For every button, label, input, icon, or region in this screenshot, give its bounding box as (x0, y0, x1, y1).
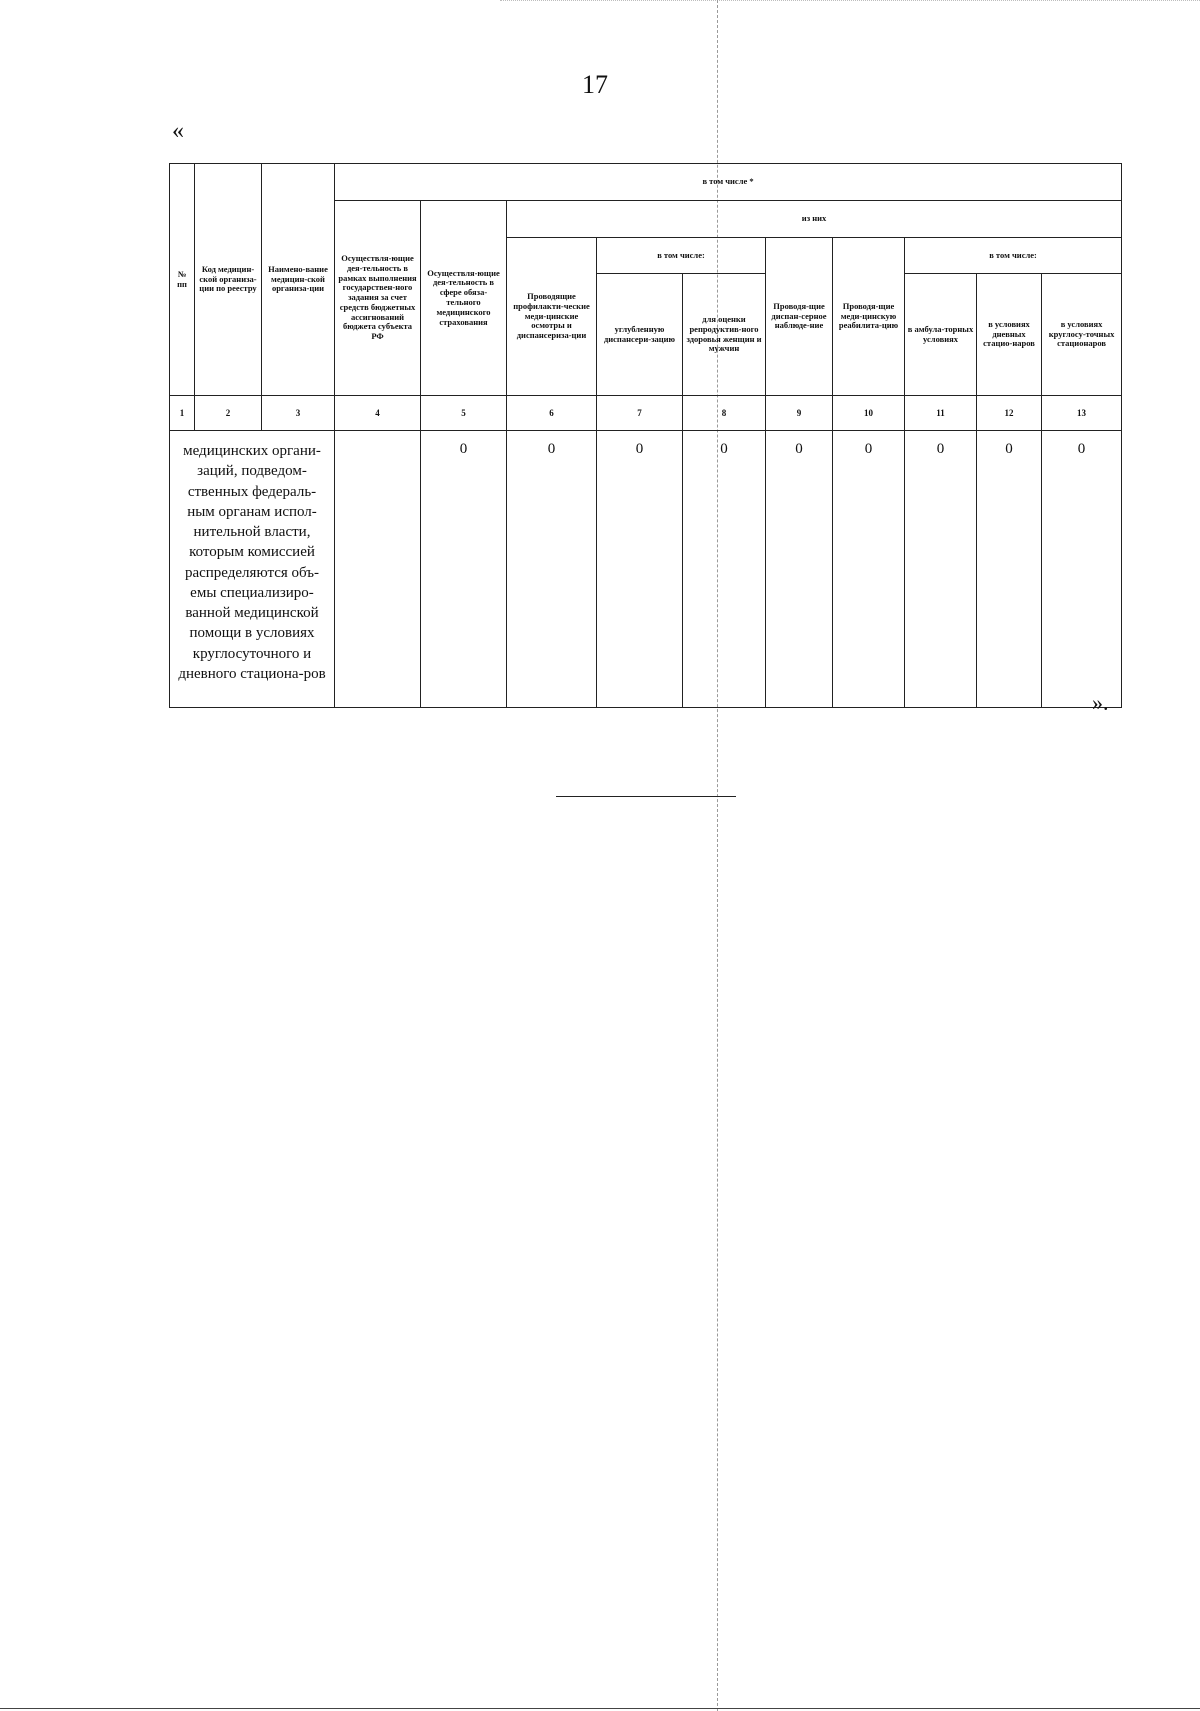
column-number-row (170, 396, 1122, 431)
value-col-7: 0 (597, 431, 683, 708)
value-col-6: 0 (507, 431, 597, 708)
header-of-them: из них (507, 201, 1122, 238)
column-number: 3 (262, 396, 335, 431)
header-repro: для оценки репродуктив-ного здоровья женщин и мужчин (683, 274, 766, 396)
column-number: 13 (1042, 396, 1122, 431)
column-number: 11 (905, 396, 977, 431)
column-number: 5 (421, 396, 507, 431)
header-disp-obs: Проводя-щие диспан-серное наблюде-ние (766, 238, 833, 396)
column-number: 12 (977, 396, 1042, 431)
column-number: 6 (507, 396, 597, 431)
header-including-2: в том числе: (597, 238, 766, 274)
header-name: Наимено-вание медицин-ской организа-ции (262, 164, 335, 396)
report-table (169, 163, 1122, 708)
scan-edge-bottom (0, 1708, 1200, 1709)
value-col-12: 0 (977, 431, 1042, 708)
value-col-10: 0 (833, 431, 905, 708)
open-quote: « (172, 118, 184, 144)
column-number: 8 (683, 396, 766, 431)
close-quote: ». (1092, 690, 1109, 715)
value-col-13: 0 (1042, 431, 1122, 708)
header-including-3: в том числе: (905, 238, 1122, 274)
value-col-9: 0 (766, 431, 833, 708)
value-col-5: 0 (421, 431, 507, 708)
header-no: № пп (170, 164, 195, 396)
scan-edge-top (500, 0, 1200, 1)
value-col-4 (335, 431, 421, 708)
header-code: Код медицин-ской организа-ции по реестру (195, 164, 262, 396)
header-round-hosp: в условиях круглосу-точных стационаров (1042, 274, 1122, 396)
header-rehab: Проводя-щие меди-цинскую реабилита-цию (833, 238, 905, 396)
header-deep: углубленную диспансери-зацию (597, 274, 683, 396)
header-including: в том числе * (335, 164, 1122, 201)
column-number: 9 (766, 396, 833, 431)
value-col-11: 0 (905, 431, 977, 708)
column-number: 1 (170, 396, 195, 431)
header-day-hosp: в условиях дневных стацио-наров (977, 274, 1042, 396)
value-col-8: 0 (683, 431, 766, 708)
header-row-1 (170, 164, 1122, 201)
column-number: 4 (335, 396, 421, 431)
table-row (170, 431, 1122, 708)
header-oms: Осуществля-ющие дея-тельность в сфере обяза-тельного медицинского страхования (421, 201, 507, 396)
column-number: 7 (597, 396, 683, 431)
org-name-cell: медицинских органи-заций, подведом-ственных федераль-ным органам испол-нительной власти, которым комиссией распределяются объ-емы специализиро-ванной медицинской помощи в условиях круглосуточного и дневного стациона-ров (170, 431, 335, 708)
page-number: 17 (582, 70, 608, 99)
header-budget: Осуществля-ющие дея-тельность в рамках выполнения государствен-ного задания за счет средств бюджетных ассигнований бюджета субъекта РФ (335, 201, 421, 396)
column-number: 2 (195, 396, 262, 431)
header-amb: в амбула-торных условиях (905, 274, 977, 396)
header-prof: Проводящие профилакти-ческие меди-цинские осмотры и диспансериза-ции (507, 238, 597, 396)
column-number: 10 (833, 396, 905, 431)
footnote-rule (556, 796, 736, 797)
